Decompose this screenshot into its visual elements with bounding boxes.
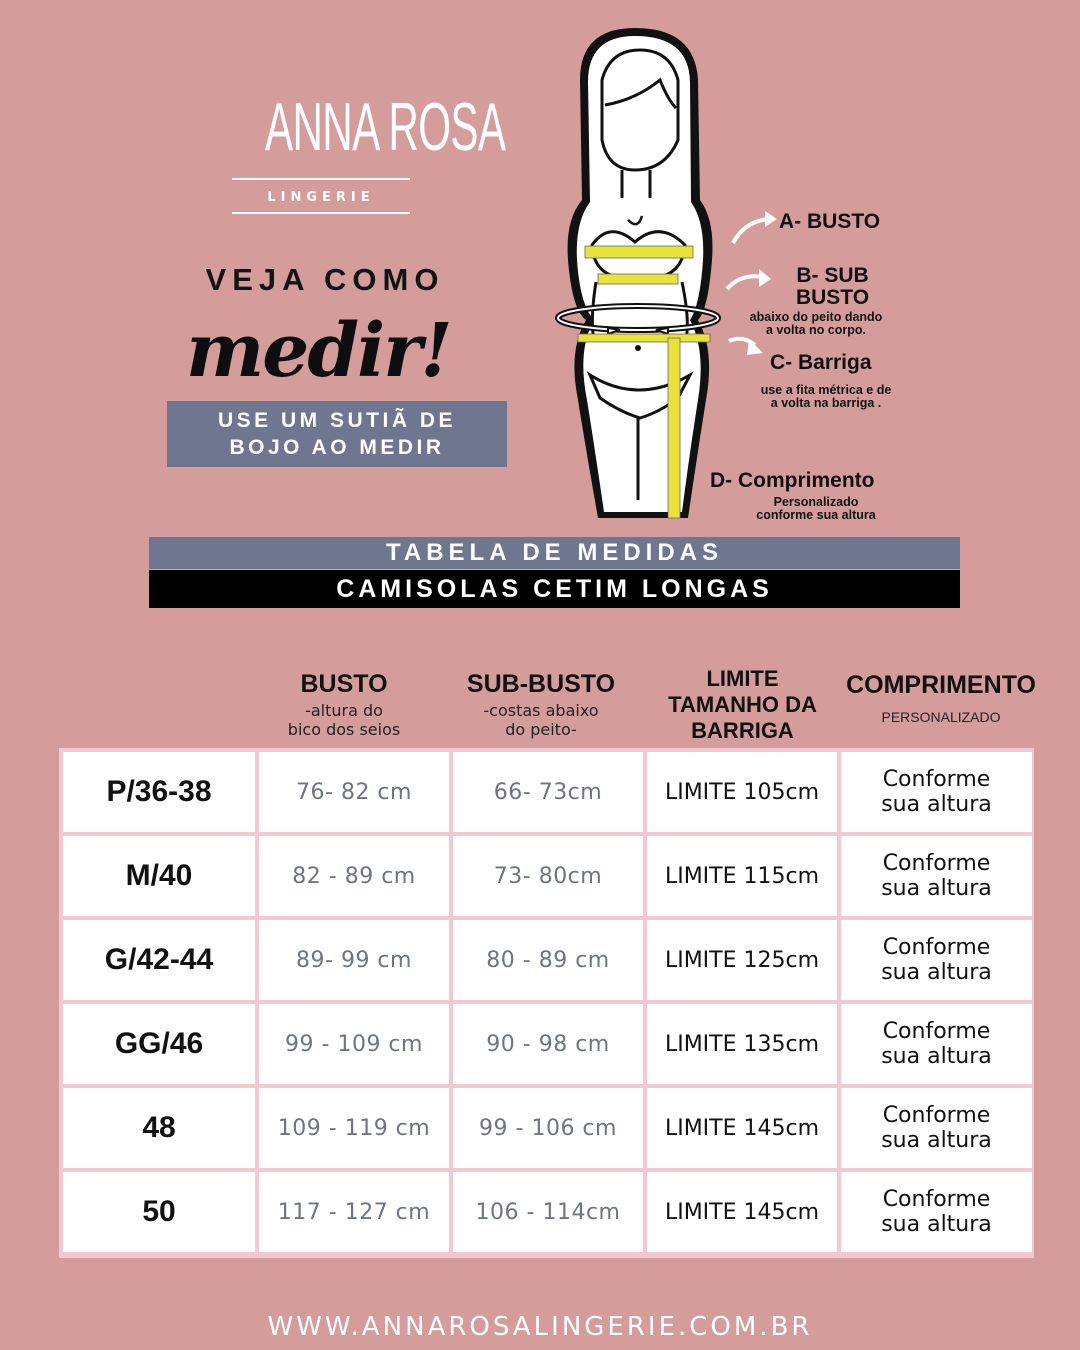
table-cell-sub-busto: 99 - 106 cm bbox=[453, 1088, 643, 1168]
table-cell-comprimento bbox=[841, 1172, 1032, 1252]
header-limite-line1: LIMITE bbox=[706, 666, 779, 691]
table-cell-comprimento bbox=[841, 1004, 1032, 1084]
label-comprimento-desc-line1: Personalizado bbox=[773, 495, 859, 509]
label-comprimento: D- Comprimento bbox=[710, 469, 875, 492]
table-cell-sub-busto: 90 - 98 cm bbox=[453, 1004, 643, 1084]
product-banner: CAMISOLAS CETIM LONGAS bbox=[149, 570, 960, 608]
header-comprimento-title: COMPRIMENTO bbox=[846, 671, 1036, 699]
header-busto-sub2: bico dos seios bbox=[287, 720, 401, 739]
label-barriga-desc-line1: use a fita métrica e de bbox=[760, 383, 892, 397]
table-cell-busto: 82 - 89 cm bbox=[259, 836, 449, 916]
label-barriga-desc bbox=[740, 384, 912, 410]
label-sub-busto bbox=[740, 265, 925, 309]
comprimento-line2: sua altura bbox=[881, 1044, 992, 1069]
table-cell-sub-busto: 66- 73cm bbox=[453, 752, 643, 832]
table-cell-size: M/40 bbox=[63, 836, 255, 916]
label-sub-busto-line1: B- SUB bbox=[796, 264, 869, 287]
table-cell-comprimento bbox=[841, 1088, 1032, 1168]
comprimento-line2: sua altura bbox=[881, 876, 992, 901]
table-cell-limite: LIMITE 105cm bbox=[647, 752, 837, 832]
comprimento-line1: Conforme bbox=[882, 767, 991, 792]
table-title-banner: TABELA DE MEDIDAS bbox=[149, 537, 960, 569]
comprimento-line1: Conforme bbox=[882, 1187, 991, 1212]
table-cell-size: P/36-38 bbox=[63, 752, 255, 832]
header-busto-sub1: -altura do bbox=[305, 701, 383, 720]
table-cell-busto: 109 - 119 cm bbox=[259, 1088, 449, 1168]
comprimento-line2: sua altura bbox=[881, 960, 992, 985]
table-cell-limite: LIMITE 115cm bbox=[647, 836, 837, 916]
table-cell-busto: 76- 82 cm bbox=[259, 752, 449, 832]
table-cell-comprimento bbox=[841, 920, 1032, 1000]
table-cell-size: GG/46 bbox=[63, 1004, 255, 1084]
tip-line-2: BOJO AO MEDIR bbox=[229, 436, 445, 459]
table-cell-limite: LIMITE 145cm bbox=[647, 1172, 837, 1252]
label-barriga: C- Barriga bbox=[770, 351, 872, 374]
label-comprimento-desc bbox=[730, 496, 902, 522]
header-sub-busto bbox=[445, 671, 637, 739]
header-limite bbox=[645, 666, 840, 744]
header-busto bbox=[255, 671, 433, 739]
comprimento-line2: sua altura bbox=[881, 792, 992, 817]
table-cell-limite: LIMITE 135cm bbox=[647, 1004, 837, 1084]
header-comprimento bbox=[826, 672, 1056, 727]
table-cell-busto: 99 - 109 cm bbox=[259, 1004, 449, 1084]
table-cell-sub-busto: 80 - 89 cm bbox=[453, 920, 643, 1000]
table-cell-limite: LIMITE 125cm bbox=[647, 920, 837, 1000]
label-barriga-desc-line2: a volta na barriga . bbox=[770, 396, 882, 410]
see-how-heading: VEJA COMO bbox=[205, 262, 445, 297]
brand-divider-bottom bbox=[232, 212, 410, 214]
tip-line-1: USE UM SUTIÃ DE bbox=[217, 409, 456, 432]
table-cell-size: G/42-44 bbox=[63, 920, 255, 1000]
table-cell-comprimento bbox=[841, 752, 1032, 832]
table-cell-sub-busto: 73- 80cm bbox=[453, 836, 643, 916]
table-cell-sub-busto: 106 - 114cm bbox=[453, 1172, 643, 1252]
table-cell-busto: 89- 99 cm bbox=[259, 920, 449, 1000]
website-link[interactable]: WWW.ANNAROSALINGERIE.COM.BR bbox=[267, 1312, 813, 1342]
tip-box bbox=[167, 401, 507, 467]
brand-name: ANNA ROSA bbox=[264, 89, 506, 165]
label-sub-busto-line2: BUSTO bbox=[795, 286, 870, 309]
header-busto-title: BUSTO bbox=[300, 670, 388, 698]
comprimento-line1: Conforme bbox=[882, 935, 991, 960]
header-comprimento-sub: PERSONALIZADO bbox=[881, 709, 1001, 725]
header-limite-line3: BARRIGA bbox=[691, 718, 794, 743]
size-table bbox=[59, 748, 1034, 1258]
comprimento-line2: sua altura bbox=[881, 1212, 992, 1237]
comprimento-line1: Conforme bbox=[882, 851, 991, 876]
header-sub-busto-sub1: -costas abaixo bbox=[483, 701, 599, 720]
header-sub-busto-sub2: do peito- bbox=[505, 720, 577, 739]
brand-divider-top bbox=[232, 178, 410, 180]
table-cell-comprimento bbox=[841, 836, 1032, 916]
comprimento-line1: Conforme bbox=[882, 1019, 991, 1044]
label-sub-busto-desc bbox=[730, 311, 902, 337]
header-limite-line2: TAMANHO DA bbox=[668, 692, 817, 717]
header-sub-busto-title: SUB-BUSTO bbox=[466, 670, 616, 698]
label-sub-busto-desc-line1: abaixo do peito dando bbox=[749, 310, 883, 324]
label-comprimento-desc-line2: conforme sua altura bbox=[756, 508, 876, 522]
brand-subtitle: LINGERIE bbox=[267, 190, 375, 205]
body-figure-illustration bbox=[550, 20, 730, 525]
label-sub-busto-desc-line2: a volta no corpo. bbox=[765, 323, 866, 337]
measure-heading: medir! bbox=[186, 308, 451, 394]
table-cell-size: 50 bbox=[63, 1172, 255, 1252]
table-cell-limite: LIMITE 145cm bbox=[647, 1088, 837, 1168]
comprimento-line2: sua altura bbox=[881, 1128, 992, 1153]
table-cell-size: 48 bbox=[63, 1088, 255, 1168]
comprimento-line1: Conforme bbox=[882, 1103, 991, 1128]
label-busto: A- BUSTO bbox=[779, 210, 881, 233]
table-cell-busto: 117 - 127 cm bbox=[259, 1172, 449, 1252]
